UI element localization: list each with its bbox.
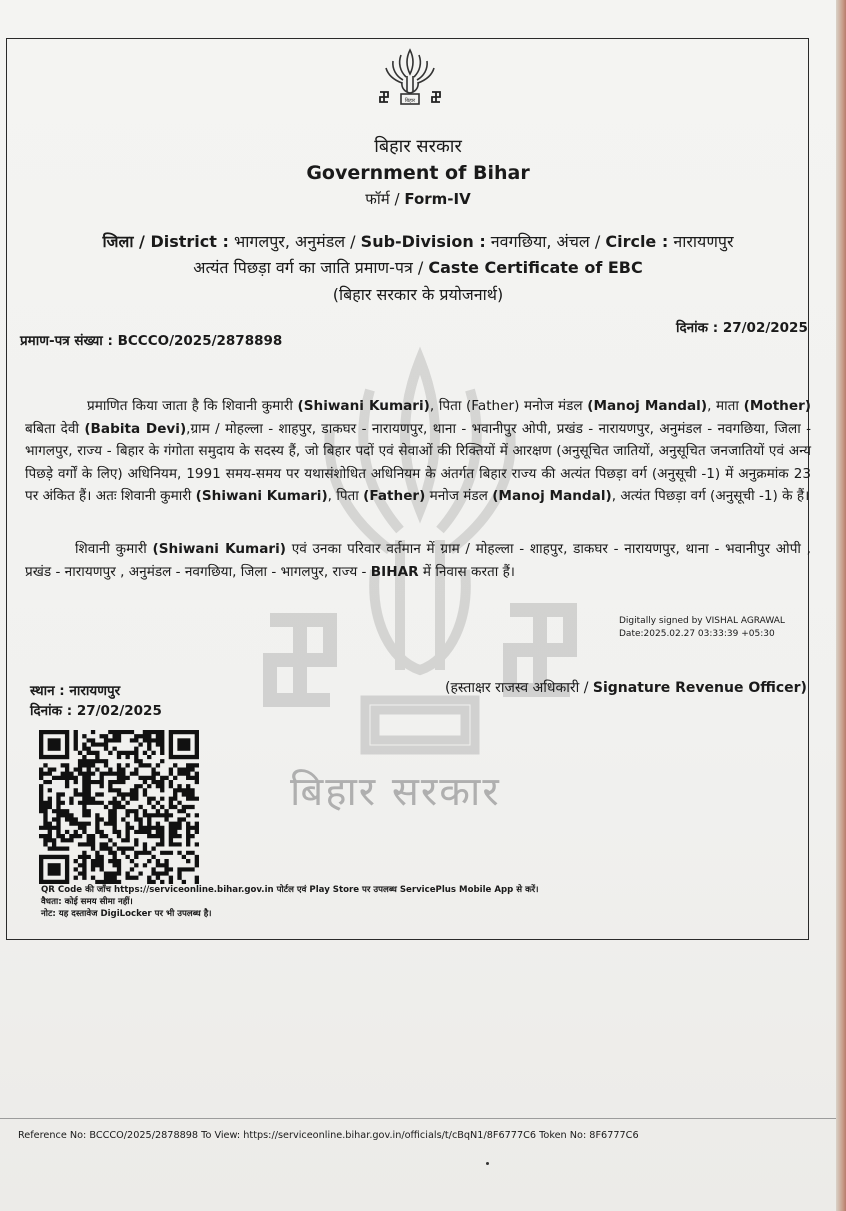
cert-title-hi: अत्यंत पिछड़ा वर्ग का जाति प्रमाण-पत्र / (193, 258, 429, 277)
district-value: भागलपुर, (228, 232, 296, 251)
certificate-body-paragraph-2: शिवानी कुमारी (Shiwani Kumari) एवं उनका परिवार वर्तमान में ग्राम / मोहल्ला - शाहपुर, डाकघर - नारायणपुर, थाना - भवानीपुर ओपी , प्रखंड - नारायणपुर , अनुमंडल - नवगछिया, जिला - भागलपुर, राज्य - BIHAR में निवास करता हैं। (25, 541, 811, 580)
place-and-date (30, 681, 162, 721)
circle-value: नारायणपुर (668, 232, 734, 251)
certificate-number (20, 331, 282, 349)
subdiv-label-hi: अनुमंडल / (295, 232, 361, 251)
title-english: Government of Bihar (306, 162, 530, 184)
footer-divider (0, 1118, 836, 1119)
circle-label-en: Circle : (605, 232, 669, 251)
certificate-title (0, 256, 836, 278)
cert-title-en: Caste Certificate of EBC (428, 258, 643, 277)
qr-code (39, 730, 199, 884)
bihar-emblem-icon (376, 46, 444, 112)
circle-label-hi: अंचल / (556, 232, 606, 251)
qr-finder-pattern (171, 732, 197, 757)
subdiv-label-en: Sub-Division : (360, 232, 486, 251)
signatory-hi: (हस्ताक्षर राजस्व अधिकारी / (445, 680, 593, 696)
digital-signature-signer: Digitally signed by VISHAL AGRAWAL (619, 616, 785, 626)
signatory-en: Signature Revenue Officer) (592, 680, 807, 696)
qr-finder-pattern (41, 857, 67, 882)
qr-note: QR Code की जाँच https://serviceonline.bihar.gov.in पोर्टल एवं Play Store पर उपलब्ध ServicePlus Mobile App से करें। (41, 885, 539, 895)
digilocker-note: नोट: यह दस्तावेज DigiLocker पर भी उपलब्ध है। (41, 909, 212, 919)
qr-verify-url: https://serviceonline.bihar.gov.in (113, 885, 274, 895)
background-edge (836, 0, 846, 1211)
form-en: Form-IV (404, 190, 471, 208)
digital-signature (619, 615, 785, 641)
stray-dot (486, 1162, 489, 1165)
place-label: स्थान : (30, 683, 70, 699)
form-sep: / (389, 190, 405, 208)
district-label: जिला / District : (102, 232, 229, 251)
emblem-label: बिहार (404, 98, 416, 104)
place-date-value: 27/02/2025 (76, 703, 162, 719)
signatory-designation (445, 678, 807, 697)
certificate-body-paragraph-1: प्रमाणित किया जाता है कि शिवानी कुमारी (Shiwani Kumari), पिता (Father) मनोज मंडल (Manoj Mandal), माता (Mother) बबिता देवी (Babita Devi),ग्राम / मोहल्ला - शाहपुर, डाकघर - नारायणपुर, थाना - भवानीपुर ओपी, प्रखंड - नारायणपुर, अनुमंडल - नवगछिया, जिला - भागलपुर, राज्य - बिहार के गंगोता समुदाय के सदस्य हैं, जो बिहार पदों एवं सेवाओं की रिक्तियों में आरक्षण (अनुसूचित जातियों, अनुसूचित जनजातियों एवं अन्य पिछड़े वर्गों के लिए) अधिनियम, 1991 समय-समय पर यथासंशोधित अधिनियम के अंतर्गत बिहार राज्य की अत्यंत पिछड़ा वर्ग (अनुसूची -1) में अनुक्रमांक 23 पर अंकित हैं। अतः शिवानी कुमारी (Shiwani Kumari), पिता (Father) मनोज मंडल (Manoj Mandal), अत्यंत पिछड़ा वर्ग (अनुसूची -1) के हैं। (25, 398, 812, 504)
cert-number-value: BCCCO/2025/2878898 (117, 333, 283, 349)
cert-number-label: प्रमाण-पत्र संख्या : (20, 333, 118, 349)
issue-date-label: दिनांक : (676, 320, 723, 336)
place-date-label: दिनांक : (30, 703, 77, 719)
form-number (0, 189, 836, 209)
watermark-text: बिहार सरकार (290, 769, 501, 815)
qr-finder-pattern (41, 732, 67, 757)
issue-date-value: 27/02/2025 (722, 320, 808, 336)
validity-note: वैधता: कोई समय सीमा नहीं। (41, 897, 133, 907)
date-line (30, 701, 162, 721)
title-hindi: बिहार सरकार (374, 136, 462, 157)
issue-date (676, 318, 808, 336)
place-line (30, 681, 162, 701)
digital-signature-date: Date:2025.02.27 03:33:39 +05:30 (619, 629, 775, 639)
location-line (0, 230, 836, 252)
form-hi: फॉर्म (365, 190, 390, 208)
verification-notes (41, 884, 538, 920)
subdiv-value: नवगछिया, (485, 232, 557, 251)
certificate-purpose: (बिहार सरकार के प्रयोजनार्थ) (332, 285, 504, 304)
qr-modules (39, 730, 199, 884)
reference-line: Reference No: BCCCO/2025/2878898 To View: https://serviceonline.bihar.gov.in/officials/t/cBqN1/8F6777C6 Token No: 8F6777C6 (18, 1130, 639, 1141)
place-value: नारायणपुर (69, 683, 121, 699)
